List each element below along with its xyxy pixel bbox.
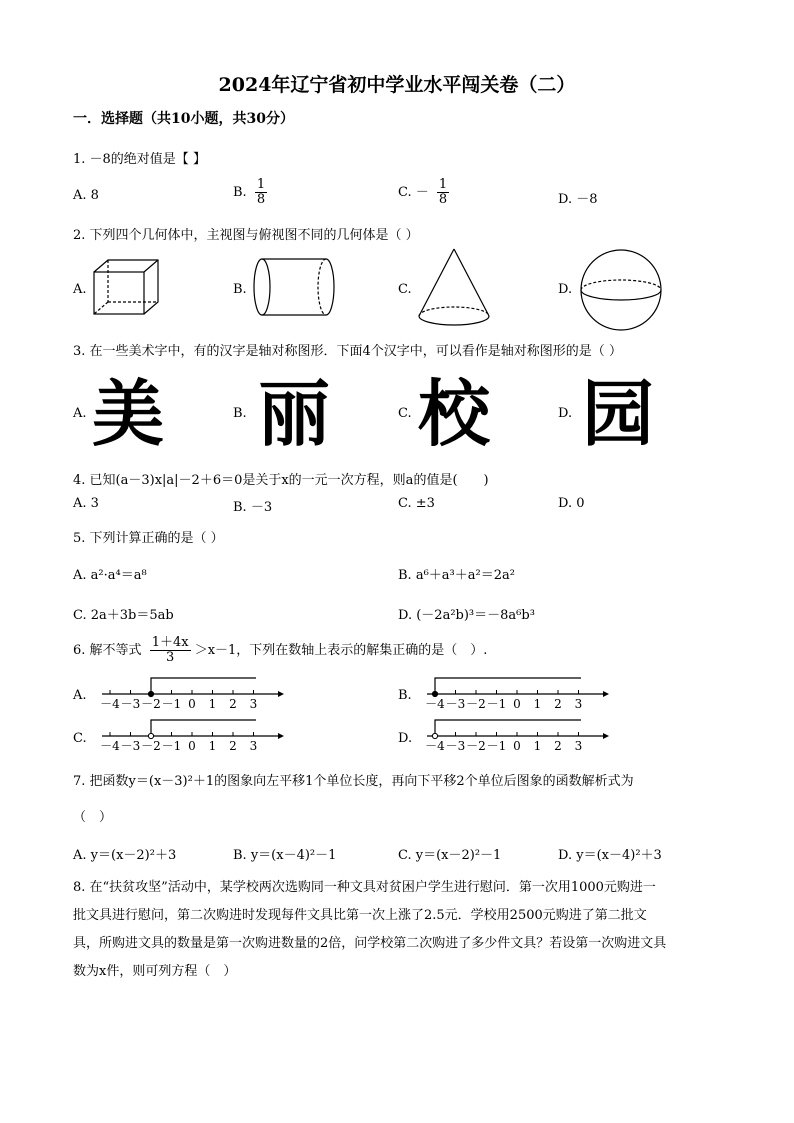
q5-option-d: D. (－2a²b)³＝－8a⁶b³ xyxy=(398,608,535,623)
number-line-tick-label: －1 xyxy=(161,697,182,711)
q8-line-2: 批文具进行慰问，第二次购进时发现每件文具比第一次上涨了2.5元．学校用2500元购进了第二批文 xyxy=(73,908,647,923)
section-heading: 一．选择题（共10小题，共30分） xyxy=(73,111,294,127)
number-line-tick-label: 3 xyxy=(574,739,583,753)
number-line-arrow xyxy=(278,733,284,739)
number-line-tick-label: 0 xyxy=(188,697,196,711)
q6-stem-pre: 6. 解不等式 xyxy=(73,643,142,658)
number-line-tick-label: －4 xyxy=(425,697,445,711)
q1-c-numerator: 1 xyxy=(438,177,448,192)
number-line-tick-label: －4 xyxy=(100,697,120,711)
number-line-tick-label: －1 xyxy=(486,739,507,753)
number-line-tick-label: －4 xyxy=(100,739,120,753)
number-line-tick-label: 1 xyxy=(533,739,542,753)
q1-option-a: A. 8 xyxy=(73,188,99,203)
number-line-arrow xyxy=(603,733,609,739)
q7-option-a: A. y＝(x－2)²＋3 xyxy=(73,848,177,863)
number-line-d xyxy=(425,716,609,758)
q4-stem: 4. 已知(a－3)x|a|－2＋6＝0是关于x的一元一次方程，则a的值是( ) xyxy=(73,473,489,488)
q3-option-a: A. xyxy=(73,406,87,421)
page-title: 2024年辽宁省初中学业水平闯关卷（二） xyxy=(218,74,576,96)
q3-char-d: 园 xyxy=(582,372,655,456)
q4-option-a: A. 3 xyxy=(73,496,99,511)
solution-ray xyxy=(435,720,581,736)
q1-option-b xyxy=(233,178,267,207)
number-line-tick-label: －1 xyxy=(161,739,182,753)
q6-fraction xyxy=(150,636,191,665)
q5-stem: 5. 下列计算正确的是（ ） xyxy=(73,531,224,546)
number-line-tick-label: －3 xyxy=(445,697,466,711)
number-line-tick-label: 1 xyxy=(208,739,217,753)
q1-option-b-fraction xyxy=(255,178,267,207)
number-line-tick-label: 0 xyxy=(513,697,521,711)
q6-stem xyxy=(73,636,487,665)
number-line-tick-label: －2 xyxy=(141,739,161,753)
q8-paragraph xyxy=(73,874,723,986)
q1-option-c-label: C. － xyxy=(398,185,429,200)
q3-char-a: 美 xyxy=(92,372,165,456)
number-line-tick-label: 3 xyxy=(249,739,258,753)
q5-option-a: A. a²·a⁴＝a⁸ xyxy=(73,568,147,583)
q1-option-c-fraction xyxy=(437,178,449,207)
solution-ray xyxy=(435,678,581,694)
number-line-tick-label: 2 xyxy=(554,739,562,753)
number-line-tick-label: －4 xyxy=(425,739,445,753)
cylinder-figure xyxy=(252,256,336,318)
number-line-tick-label: 2 xyxy=(554,697,562,711)
solution-ray xyxy=(151,678,256,694)
q3-char-b: 丽 xyxy=(258,372,331,456)
q1-option-c xyxy=(398,178,449,207)
number-line-tick-label: 3 xyxy=(249,697,258,711)
q6-option-a: A. xyxy=(73,688,87,703)
number-line-tick-label: 0 xyxy=(188,739,196,753)
number-line-tick-label: －2 xyxy=(141,697,161,711)
q7-stem: 7. 把函数y＝(x－3)²＋1的图象向左平移1个单位长度，再向下平移2个单位后图象的函数解析式为 xyxy=(73,774,634,789)
q2-stem: 2. 下列四个几何体中，主视图与俯视图不同的几何体是（ ） xyxy=(73,228,419,243)
q5-option-c: C. 2a＋3b＝5ab xyxy=(73,608,174,623)
number-line-tick-label: －3 xyxy=(120,739,141,753)
q4-option-d: D. 0 xyxy=(558,496,585,511)
q6-option-d: D. xyxy=(398,731,413,746)
q3-char-c: 校 xyxy=(418,372,491,456)
number-line-c xyxy=(100,716,284,758)
number-line-tick-label: 0 xyxy=(513,739,521,753)
q3-stem: 3. 在一些美术字中，有的汉字是轴对称图形．下面4个汉字中，可以看作是轴对称图形的是（ ） xyxy=(73,344,622,359)
sphere-figure xyxy=(578,248,664,332)
number-line-arrow xyxy=(603,691,609,697)
cone-figure xyxy=(414,246,494,330)
q1-c-denominator: 8 xyxy=(438,192,448,207)
q2-option-c: C. xyxy=(398,282,412,297)
open-endpoint xyxy=(432,733,437,738)
number-line-tick-label: －2 xyxy=(466,739,486,753)
q6-option-b: B. xyxy=(398,688,412,703)
number-line-tick-label: －3 xyxy=(120,697,141,711)
q6-frac-numerator: 1＋4x xyxy=(151,635,189,650)
number-line-arrow xyxy=(278,691,284,697)
number-line-a xyxy=(100,674,284,716)
cube-figure xyxy=(90,256,162,318)
q1-b-denominator: 8 xyxy=(256,192,266,207)
q8-line-4: 数为x件，则可列方程（ ） xyxy=(73,964,237,979)
q3-option-b: B. xyxy=(233,406,247,421)
number-line-tick-label: 2 xyxy=(229,739,237,753)
q4-option-c: C. ±3 xyxy=(398,496,435,511)
q5-option-b: B. a⁶＋a³＋a²＝2a² xyxy=(398,568,515,583)
q2-option-d: D. xyxy=(558,282,573,297)
q1-option-d: D. －8 xyxy=(558,192,598,207)
open-endpoint xyxy=(148,733,153,738)
q7-paren: （ ） xyxy=(73,810,113,825)
number-line-tick-label: 3 xyxy=(574,697,583,711)
q1-stem: 1. －8的绝对值是【 】 xyxy=(73,152,206,167)
q1-option-b-label: B. xyxy=(233,185,247,200)
q7-option-c: C. y＝(x－2)²－1 xyxy=(398,848,502,863)
q1-b-numerator: 1 xyxy=(256,177,266,192)
q6-option-c: C. xyxy=(73,731,87,746)
number-line-tick-label: －1 xyxy=(486,697,507,711)
q6-frac-denominator: 3 xyxy=(165,650,175,665)
q2-option-b: B. xyxy=(233,282,247,297)
q6-stem-post: ＞x－1，下列在数轴上表示的解集正确的是（ ）. xyxy=(194,643,488,658)
q4-option-b: B. －3 xyxy=(233,500,273,515)
q3-option-c: C. xyxy=(398,406,412,421)
q8-line-1: 8. 在“扶贫攻坚”活动中，某学校两次选购同一种文具对贫困户学生进行慰问．第一次用1000元购进一 xyxy=(73,880,656,895)
number-line-tick-label: 1 xyxy=(533,697,542,711)
number-line-tick-label: 1 xyxy=(208,697,217,711)
q7-option-d: D. y＝(x－4)²＋3 xyxy=(558,848,662,863)
number-line-b xyxy=(425,674,609,716)
solution-ray xyxy=(151,720,256,736)
closed-endpoint xyxy=(432,691,437,696)
q7-option-b: B. y＝(x－4)²－1 xyxy=(233,848,337,863)
q3-option-d: D. xyxy=(558,406,573,421)
q8-line-3: 具，所购进文具的数量是第一次购进数量的2倍，问学校第二次购进了多少件文具？若设第一次购进文具 xyxy=(73,936,667,951)
number-line-tick-label: －2 xyxy=(466,697,486,711)
number-line-tick-label: 2 xyxy=(229,697,237,711)
q2-option-a: A. xyxy=(73,282,87,297)
number-line-tick-label: －3 xyxy=(445,739,466,753)
closed-endpoint xyxy=(148,691,153,696)
